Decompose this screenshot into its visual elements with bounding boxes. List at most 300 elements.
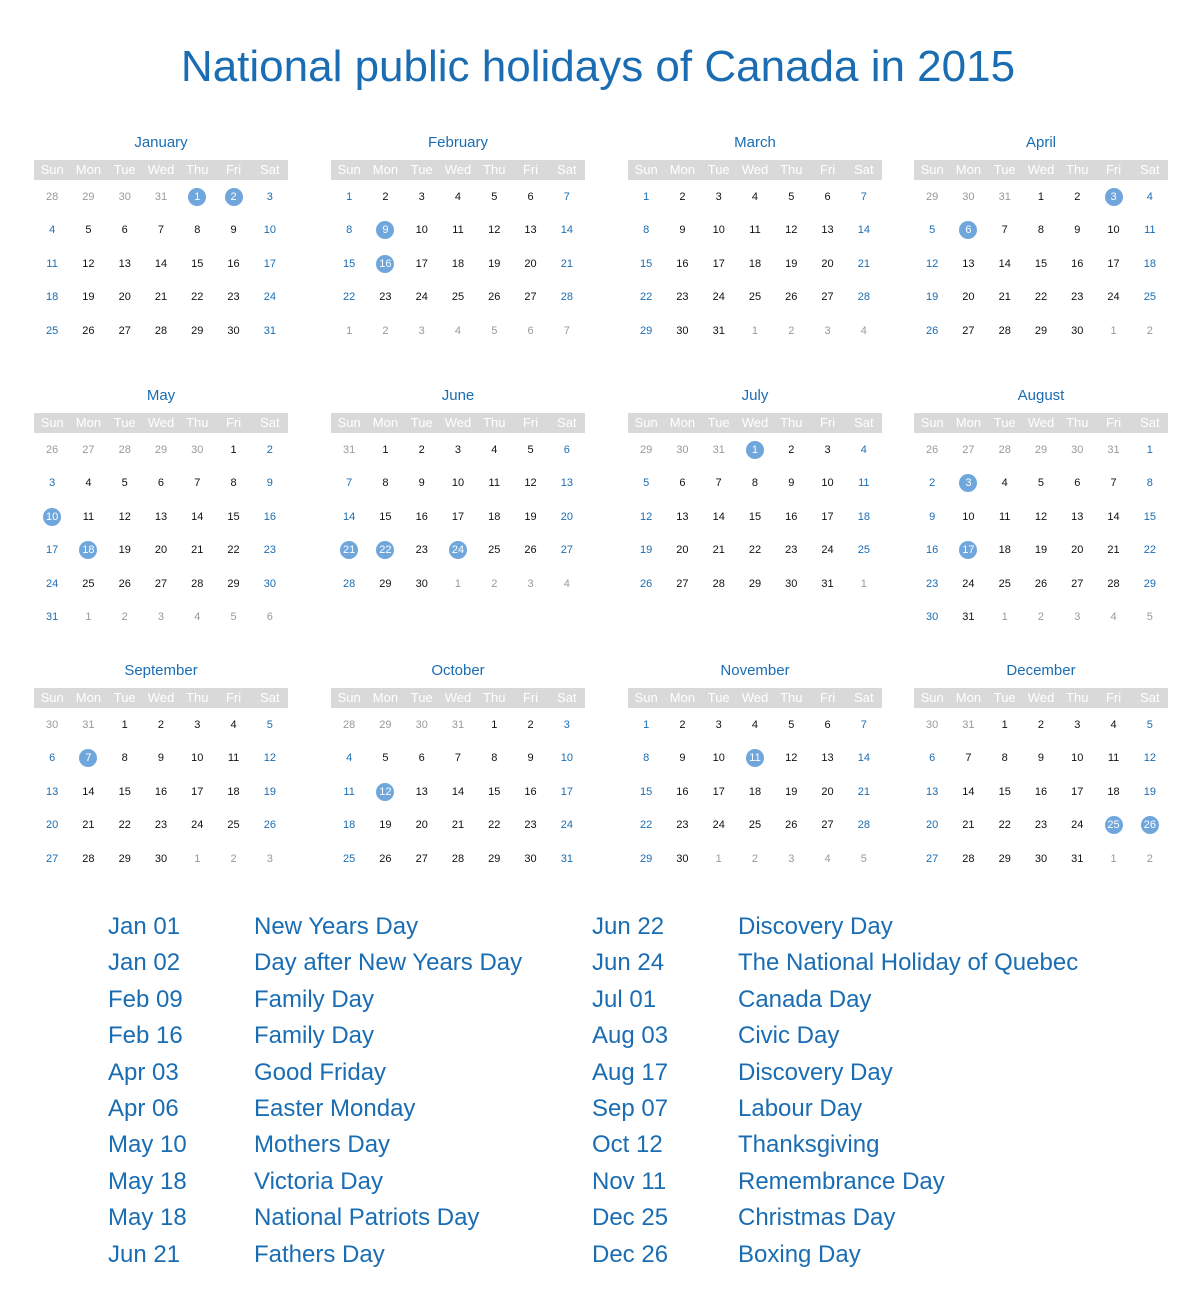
day-cell: 4 xyxy=(230,718,237,731)
day-cell: 3 xyxy=(824,324,831,337)
day-cell: 15 xyxy=(227,510,240,523)
weekday-label: Thu xyxy=(1066,415,1089,430)
day-cell: 29 xyxy=(227,577,240,590)
day-cell: 21 xyxy=(82,819,95,832)
day-cell: 15 xyxy=(1034,257,1048,270)
day-cell: 23 xyxy=(415,544,428,557)
week-row xyxy=(628,281,882,315)
day-cell: 26 xyxy=(785,819,798,832)
day-cell: 2 xyxy=(121,611,128,624)
day-cell: 5 xyxy=(1146,718,1153,731)
day-cell: 14 xyxy=(82,785,95,798)
weekday-label: Thu xyxy=(186,162,209,177)
day-cell: 30 xyxy=(785,577,798,590)
holiday-name: Day after New Years Day xyxy=(254,949,523,977)
day-cell: 8 xyxy=(1146,477,1153,490)
day-cell: 6 xyxy=(527,324,534,337)
weekday-label: Tue xyxy=(410,415,433,430)
day-cell: 14 xyxy=(154,257,168,270)
day-cell: 20 xyxy=(560,510,573,523)
weekday-label: Thu xyxy=(780,690,803,705)
day-cell: 16 xyxy=(415,510,428,523)
day-cell: 26 xyxy=(379,852,392,865)
day-cell: 29 xyxy=(379,718,392,731)
holiday-day: 1 xyxy=(737,441,773,459)
day-cell: 27 xyxy=(524,291,537,304)
month-title: February xyxy=(427,134,489,151)
weekday-label: Wed xyxy=(147,162,175,177)
week-row xyxy=(628,314,882,348)
day-cell: 6 xyxy=(679,477,686,490)
day-cell: 31 xyxy=(1071,852,1084,865)
day-cell: 13 xyxy=(46,785,59,798)
week-row xyxy=(34,500,288,534)
day-cell: 12 xyxy=(118,510,131,523)
week-row xyxy=(914,500,1168,534)
day-cell: 2 xyxy=(382,324,389,337)
month-title: June xyxy=(441,387,475,404)
weekday-label: Sun xyxy=(634,162,658,177)
day-cell: 6 xyxy=(266,611,273,624)
day-cell: 11 xyxy=(46,257,58,270)
day-cell: 10 xyxy=(1107,224,1120,237)
day-cell: 24 xyxy=(712,291,725,304)
weekday-label: Thu xyxy=(1066,690,1089,705)
day-cell: 20 xyxy=(1071,544,1084,557)
day-cell: 2 xyxy=(157,718,165,731)
day-cell: 27 xyxy=(118,324,131,337)
week-row xyxy=(331,247,585,281)
weekday-label: Sat xyxy=(260,690,280,705)
day-cell: 2 xyxy=(1074,190,1081,203)
day-cell: 5 xyxy=(788,718,795,731)
day-cell: 28 xyxy=(998,324,1011,337)
day-cell: 24 xyxy=(1107,291,1120,304)
day-cell: 10 xyxy=(712,224,725,237)
weekday-label: Fri xyxy=(522,415,539,430)
day-cell: 5 xyxy=(121,477,128,490)
day-cell: 19 xyxy=(1034,544,1048,557)
week-row xyxy=(914,180,1168,214)
day-cell: 28 xyxy=(560,291,573,304)
week-row xyxy=(331,567,585,601)
week-row xyxy=(331,467,585,501)
month-november xyxy=(628,660,882,876)
day-cell: 10 xyxy=(415,224,428,237)
day-cell: 20 xyxy=(962,291,975,304)
day-cell: 31 xyxy=(712,324,725,337)
day-cell: 9 xyxy=(157,752,165,765)
day-cell: 1 xyxy=(454,577,462,590)
day-cell: 3 xyxy=(788,852,795,865)
day-cell: 15 xyxy=(379,510,392,523)
holiday-name: Christmas Day xyxy=(738,1204,896,1232)
day-cell: 9 xyxy=(679,752,686,765)
day-cell: 20 xyxy=(821,785,834,798)
day-cell: 2 xyxy=(788,324,795,337)
day-cell: 2 xyxy=(679,718,686,731)
week-row xyxy=(331,180,585,214)
day-cell: 23 xyxy=(154,819,168,832)
week-row xyxy=(914,247,1168,281)
day-cell: 13 xyxy=(926,785,939,798)
week-row xyxy=(34,247,288,281)
day-cell: 19 xyxy=(488,257,501,270)
day-cell: 28 xyxy=(962,852,975,865)
weekday-label: Mon xyxy=(955,690,982,705)
holiday-date: Nov 11 xyxy=(592,1167,667,1195)
weekday-label: Mon xyxy=(669,162,696,177)
day-cell: 23 xyxy=(926,577,939,590)
day-cell: 2 xyxy=(929,477,936,490)
day-cell: 30 xyxy=(962,190,975,203)
holiday-name: Good Friday xyxy=(254,1058,387,1086)
day-cell: 19 xyxy=(263,785,276,798)
day-cell: 14 xyxy=(1107,510,1120,523)
day-cell: 24 xyxy=(415,291,428,304)
day-cell: 12 xyxy=(488,224,501,237)
day-cell: 31 xyxy=(1107,443,1120,456)
weekday-label: Sat xyxy=(1140,415,1160,430)
day-cell: 3 xyxy=(418,324,425,337)
day-cell: 17 xyxy=(1071,785,1084,798)
weekday-label: Thu xyxy=(483,690,506,705)
day-cell: 23 xyxy=(263,544,276,557)
weekday-label: Sat xyxy=(854,415,874,430)
day-cell: 1 xyxy=(643,190,650,203)
day-cell: 13 xyxy=(118,257,131,270)
holiday-name: Victoria Day xyxy=(254,1167,383,1195)
day-cell: 29 xyxy=(118,852,131,865)
day-cell: 23 xyxy=(379,291,392,304)
day-cell: 4 xyxy=(49,224,56,237)
day-cell: 5 xyxy=(85,224,92,237)
day-cell: 19 xyxy=(82,291,95,304)
day-cell: 14 xyxy=(962,785,975,798)
weekday-label: Sat xyxy=(557,690,577,705)
holiday-name: Discovery Day xyxy=(738,1058,893,1086)
day-cell: 22 xyxy=(1034,291,1048,304)
holiday-day: 10 xyxy=(34,508,70,526)
day-cell: 12 xyxy=(785,752,798,765)
day-cell: 28 xyxy=(118,443,131,456)
weekday-label: Sun xyxy=(920,162,944,177)
day-cell: 1 xyxy=(643,718,650,731)
day-cell: 3 xyxy=(527,577,534,590)
day-cell: 16 xyxy=(263,510,276,523)
day-cell: 31 xyxy=(263,324,276,337)
weekday-label: Wed xyxy=(1027,162,1055,177)
day-cell: 4 xyxy=(860,443,867,456)
week-row xyxy=(34,601,288,635)
month-october xyxy=(331,660,585,876)
weekday-label: Sat xyxy=(854,162,874,177)
day-cell: 2 xyxy=(751,852,759,865)
day-cell: 15 xyxy=(191,257,204,270)
day-cell: 29 xyxy=(998,852,1011,865)
day-cell: 28 xyxy=(343,577,356,590)
day-cell: 5 xyxy=(929,224,936,237)
day-cell: 30 xyxy=(524,852,537,865)
day-cell: 6 xyxy=(157,477,165,490)
week-row xyxy=(331,775,585,809)
month-september xyxy=(34,660,288,876)
day-cell: 9 xyxy=(679,224,686,237)
day-cell: 18 xyxy=(748,785,762,798)
holiday-day: 12 xyxy=(367,783,403,801)
day-cell: 4 xyxy=(1110,611,1117,624)
day-cell: 3 xyxy=(49,477,56,490)
weekday-label: Wed xyxy=(1027,690,1055,705)
weekday-label: Sun xyxy=(337,415,361,430)
month-february xyxy=(331,132,585,348)
week-row xyxy=(34,775,288,809)
day-cell: 20 xyxy=(154,544,168,557)
day-cell: 16 xyxy=(1071,257,1084,270)
weekday-label: Sat xyxy=(1140,690,1160,705)
day-cell: 4 xyxy=(454,190,462,203)
holiday-day: 11 xyxy=(737,749,773,767)
day-cell: 29 xyxy=(1034,443,1048,456)
day-cell: 6 xyxy=(824,190,831,203)
weekday-label: Mon xyxy=(75,162,102,177)
day-cell: 16 xyxy=(524,785,537,798)
holiday-day: 1 xyxy=(179,188,215,206)
day-cell: 4 xyxy=(1146,190,1153,203)
holiday-name: Labour Day xyxy=(738,1095,863,1122)
day-cell: 28 xyxy=(998,443,1011,456)
day-cell: 15 xyxy=(748,510,762,523)
week-row xyxy=(914,314,1168,348)
holiday-date: Feb 09 xyxy=(108,985,183,1013)
day-cell: 5 xyxy=(230,611,237,624)
day-cell: 29 xyxy=(640,852,653,865)
day-cell: 20 xyxy=(524,257,537,270)
day-cell: 24 xyxy=(1071,819,1084,832)
week-row xyxy=(914,775,1168,809)
day-cell: 15 xyxy=(998,785,1011,798)
day-cell: 22 xyxy=(748,544,762,557)
day-cell: 1 xyxy=(1001,611,1008,624)
week-row xyxy=(914,567,1168,601)
day-cell: 25 xyxy=(998,577,1011,590)
week-row xyxy=(34,534,288,568)
day-cell: 20 xyxy=(821,257,834,270)
day-cell: 15 xyxy=(640,257,653,270)
day-cell: 9 xyxy=(788,477,795,490)
weekday-header xyxy=(914,160,1168,180)
day-cell: 23 xyxy=(524,819,537,832)
day-cell: 2 xyxy=(382,190,389,203)
day-cell: 31 xyxy=(82,718,95,731)
day-cell: 31 xyxy=(962,611,975,624)
day-cell: 18 xyxy=(998,544,1011,557)
weekday-label: Wed xyxy=(147,415,175,430)
month-may xyxy=(34,385,288,634)
day-cell: 19 xyxy=(785,785,798,798)
weekday-label: Mon xyxy=(75,415,102,430)
weekday-label: Sun xyxy=(920,690,944,705)
day-cell: 3 xyxy=(454,443,462,456)
holiday-date: Oct 12 xyxy=(592,1131,663,1159)
day-cell: 8 xyxy=(643,224,650,237)
day-cell: 18 xyxy=(748,257,762,270)
day-cell: 1 xyxy=(382,443,389,456)
holiday-name: New Years Day xyxy=(254,913,419,940)
holiday-day: 7 xyxy=(70,749,106,767)
day-cell: 31 xyxy=(154,190,168,203)
holiday-date: May 18 xyxy=(108,1204,187,1232)
day-cell: 5 xyxy=(1146,611,1153,624)
weekday-label: Thu xyxy=(186,690,209,705)
week-row xyxy=(331,214,585,248)
weekday-label: Sun xyxy=(634,690,658,705)
day-cell: 1 xyxy=(1110,324,1117,337)
day-cell: 6 xyxy=(121,224,128,237)
day-cell: 29 xyxy=(640,324,653,337)
holiday-day: 2 xyxy=(215,188,251,206)
week-row xyxy=(331,708,585,742)
day-cell: 7 xyxy=(715,477,722,490)
day-cell: 3 xyxy=(563,718,570,731)
day-cell: 17 xyxy=(415,257,428,270)
week-row xyxy=(914,433,1168,467)
weekday-label: Wed xyxy=(741,690,769,705)
day-cell: 7 xyxy=(1110,477,1117,490)
day-cell: 1 xyxy=(346,324,353,337)
day-cell: 5 xyxy=(860,852,867,865)
day-cell: 1 xyxy=(1037,190,1045,203)
week-row xyxy=(34,433,288,467)
day-cell: 11 xyxy=(749,224,761,237)
holiday-name: Family Day xyxy=(254,985,375,1013)
day-cell: 8 xyxy=(382,477,389,490)
day-cell: 4 xyxy=(491,443,498,456)
holiday-day: 25 xyxy=(1095,816,1131,834)
day-cell: 5 xyxy=(491,190,498,203)
day-cell: 1 xyxy=(751,324,759,337)
day-cell: 11 xyxy=(343,785,355,798)
day-cell: 15 xyxy=(1143,510,1156,523)
week-row xyxy=(34,214,288,248)
day-cell: 13 xyxy=(962,257,975,270)
day-cell: 8 xyxy=(194,224,201,237)
weekday-label: Tue xyxy=(707,162,730,177)
weekday-label: Tue xyxy=(993,690,1016,705)
day-cell: 30 xyxy=(154,852,168,865)
day-cell: 30 xyxy=(415,577,428,590)
week-row xyxy=(628,567,882,601)
week-row xyxy=(628,180,882,214)
day-cell: 7 xyxy=(860,718,867,731)
day-cell: 4 xyxy=(860,324,867,337)
week-row xyxy=(331,281,585,315)
day-cell: 20 xyxy=(46,819,59,832)
day-cell: 2 xyxy=(491,577,498,590)
day-cell: 10 xyxy=(712,752,725,765)
day-cell: 5 xyxy=(643,477,650,490)
holiday-name: The National Holiday of Quebec xyxy=(738,949,1079,977)
week-row xyxy=(331,433,585,467)
day-cell: 23 xyxy=(227,291,240,304)
week-row xyxy=(914,281,1168,315)
day-cell: 4 xyxy=(454,324,462,337)
day-cell: 28 xyxy=(154,324,168,337)
day-cell: 22 xyxy=(998,819,1011,832)
holiday-day: 3 xyxy=(950,474,986,492)
day-cell: 2 xyxy=(1146,852,1153,865)
weekday-label: Tue xyxy=(113,690,136,705)
day-cell: 7 xyxy=(860,190,867,203)
day-cell: 29 xyxy=(1143,577,1156,590)
week-row xyxy=(628,214,882,248)
day-cell: 13 xyxy=(1071,510,1084,523)
day-cell: 30 xyxy=(926,718,939,731)
day-cell: 18 xyxy=(1143,257,1156,270)
weekday-label: Sat xyxy=(557,162,577,177)
day-cell: 22 xyxy=(191,291,204,304)
day-cell: 15 xyxy=(488,785,501,798)
day-cell: 29 xyxy=(926,190,939,203)
day-cell: 2 xyxy=(679,190,686,203)
day-cell: 6 xyxy=(563,443,570,456)
week-row xyxy=(914,601,1168,635)
day-cell: 17 xyxy=(46,544,59,557)
week-row xyxy=(34,809,288,843)
day-cell: 17 xyxy=(263,257,276,270)
day-cell: 22 xyxy=(227,544,240,557)
day-cell: 17 xyxy=(712,257,725,270)
week-row xyxy=(628,433,882,467)
weekday-label: Sat xyxy=(854,690,874,705)
week-row xyxy=(628,534,882,568)
day-cell: 4 xyxy=(751,190,759,203)
weekday-label: Thu xyxy=(780,415,803,430)
day-cell: 15 xyxy=(118,785,131,798)
day-cell: 21 xyxy=(857,785,870,798)
day-cell: 28 xyxy=(451,852,465,865)
day-cell: 3 xyxy=(1074,718,1081,731)
day-cell: 5 xyxy=(1037,477,1045,490)
day-cell: 7 xyxy=(563,190,570,203)
holiday-date: Jul 01 xyxy=(592,985,657,1013)
day-cell: 27 xyxy=(154,577,168,590)
holiday-date: Apr 03 xyxy=(108,1058,179,1086)
day-cell: 10 xyxy=(191,752,204,765)
day-cell: 21 xyxy=(560,257,573,270)
day-cell: 9 xyxy=(230,224,237,237)
holiday-name: Civic Day xyxy=(738,1022,840,1050)
day-cell: 31 xyxy=(560,852,573,865)
day-cell: 24 xyxy=(263,291,276,304)
day-cell: 12 xyxy=(926,257,939,270)
day-cell: 1 xyxy=(860,577,867,590)
week-row xyxy=(628,247,882,281)
holiday-day: 16 xyxy=(367,255,403,273)
holiday-date: Jun 21 xyxy=(108,1240,181,1268)
day-cell: 23 xyxy=(1071,291,1084,304)
weekday-label: Wed xyxy=(741,162,769,177)
day-cell: 5 xyxy=(266,718,273,731)
week-row xyxy=(34,281,288,315)
weekday-label: Tue xyxy=(707,690,730,705)
weekday-label: Tue xyxy=(993,415,1016,430)
day-cell: 7 xyxy=(965,752,972,765)
day-cell: 27 xyxy=(962,443,975,456)
day-cell: 5 xyxy=(527,443,534,456)
day-cell: 2 xyxy=(788,443,795,456)
day-cell: 23 xyxy=(676,291,689,304)
